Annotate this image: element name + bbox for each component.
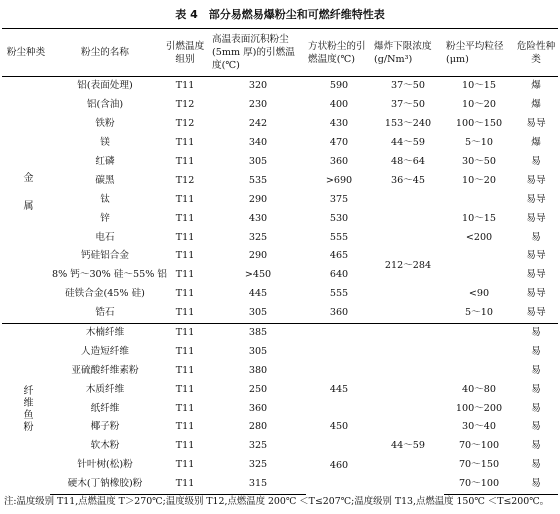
cell-lel: 48～64 <box>390 156 425 167</box>
cell-hazard: 易 <box>531 440 541 452</box>
cell-hazard: 易 <box>531 156 541 167</box>
cell-cloud: 465 <box>329 250 349 262</box>
cell-layer: 535 <box>248 174 268 186</box>
cell-group: T11 <box>175 307 195 319</box>
cell-name: 钙硅铝合金 <box>81 250 129 262</box>
cell-cloud: 430 <box>329 118 349 130</box>
cell-name: 铁粉 <box>95 118 115 130</box>
header-name: 粉尘的名称 <box>50 29 160 77</box>
cell-name: 软木粉 <box>90 440 120 452</box>
cell-hazard: 易 <box>531 364 541 376</box>
cell-name: 木质纤维 <box>85 383 125 395</box>
cell-name: 镁 <box>100 137 110 149</box>
cell-name: 8% 钙～30% 硅～55% 铝 <box>52 269 167 281</box>
cell-cloud: 640 <box>329 269 349 281</box>
cell-group: T12 <box>175 99 195 111</box>
cell-layer: 385 <box>210 323 306 342</box>
cell-size: 10～20 <box>461 174 496 186</box>
cell-group: T11 <box>160 475 210 494</box>
header-group: 引燃温度组别 <box>160 29 210 77</box>
cell-layer: 250 <box>248 383 268 395</box>
table-body <box>2 77 558 495</box>
cell-lel <box>372 380 444 399</box>
cell-layer: 290 <box>248 250 268 262</box>
cell-lel: 37～50 <box>390 80 425 92</box>
cell-hazard: 易 <box>531 421 541 433</box>
cell-size: 30～40 <box>461 421 496 433</box>
cell-size: <90 <box>468 288 490 300</box>
cell-cloud: 555 <box>329 231 349 243</box>
cell-size: 10～15 <box>461 80 496 92</box>
cell-hazard: 易导 <box>526 250 546 262</box>
cell-layer: 290 <box>248 193 268 205</box>
cell-size <box>444 323 514 342</box>
cell-lel: 44～59 <box>390 440 425 452</box>
cell-cloud <box>306 342 372 361</box>
table-row <box>2 266 558 285</box>
cell-hazard: 爆 <box>531 99 541 111</box>
cell-group: T11 <box>175 364 195 376</box>
cell-size: 10～20 <box>461 99 496 111</box>
cell-layer: 430 <box>248 212 268 224</box>
table-row <box>2 418 558 437</box>
cell-cloud: 445 <box>329 383 349 395</box>
cell-size <box>444 247 514 266</box>
cell-group: T12 <box>175 174 195 186</box>
cell-size: 70～100 <box>444 475 514 494</box>
table-row <box>2 190 558 209</box>
cell-hazard: 易导 <box>526 174 546 186</box>
cell-hazard: 易 <box>531 402 541 414</box>
cell-size <box>444 342 514 361</box>
cell-hazard: 易 <box>514 323 558 342</box>
cell-lel <box>372 456 444 494</box>
cell-hazard: 爆 <box>531 80 541 92</box>
cell-cloud: 460 <box>329 459 349 471</box>
cell-layer: 305 <box>248 307 268 319</box>
table-row <box>2 456 558 475</box>
table-row <box>2 77 558 96</box>
cell-group: T11 <box>175 440 195 452</box>
table-row <box>2 153 558 172</box>
cell-size: 100～150 <box>455 118 503 130</box>
table-row <box>2 115 558 134</box>
cell-size: 70～100 <box>458 440 500 452</box>
cell-layer: 242 <box>248 118 268 130</box>
cell-group: T11 <box>175 402 195 414</box>
table-row <box>2 323 558 342</box>
cell-group: T11 <box>175 193 195 205</box>
cell-lel <box>372 418 444 437</box>
cell-lel <box>372 399 444 418</box>
cell-size: 10～15 <box>461 212 496 224</box>
cell-hazard: 易 <box>531 383 541 395</box>
cell-layer: 340 <box>248 137 268 149</box>
cell-name: 椰子粉 <box>90 421 120 433</box>
cell-lel: 153～240 <box>384 118 432 130</box>
cell-size: 5～10 <box>465 307 493 319</box>
cell-name: 铝(表面处理) <box>77 80 133 92</box>
table-row <box>2 209 558 228</box>
cell-name: 纸纤维 <box>90 402 120 414</box>
cell-layer: 280 <box>248 421 268 433</box>
cell-group: T11 <box>175 269 195 281</box>
cell-layer: 230 <box>248 99 268 111</box>
cell-hazard: 爆 <box>531 137 541 149</box>
cell-cloud <box>306 361 372 380</box>
cell-hazard: 易 <box>531 231 541 243</box>
cell-cloud: 590 <box>329 80 349 92</box>
table-row <box>2 247 558 266</box>
cell-size: 40～80 <box>461 383 496 395</box>
table-row <box>2 475 558 494</box>
cell-layer: 360 <box>248 402 268 414</box>
category-cell: 金属 <box>21 171 32 228</box>
cell-cloud: 360 <box>329 156 349 167</box>
header-lel: 爆炸下限浓度(g/Nm³) <box>372 29 444 77</box>
header-cloud-temp: 方状粉尘的引燃温度(℃) <box>306 29 372 77</box>
cell-cloud: 530 <box>329 212 349 224</box>
cell-group: T11 <box>175 421 195 433</box>
cell-cloud: >690 <box>325 174 353 186</box>
dust-property-table <box>2 28 558 495</box>
table-row <box>2 134 558 153</box>
cell-name: 亚硫酸纤维素粉 <box>71 364 139 376</box>
cell-hazard: 易导 <box>526 269 546 281</box>
cell-layer: >450 <box>244 269 272 281</box>
cell-layer: 305 <box>248 345 268 357</box>
cell-lel: 212～284 <box>384 259 432 271</box>
cell-cloud: 450 <box>329 421 349 433</box>
cell-hazard: 易导 <box>526 212 546 224</box>
cell-size: 70～150 <box>458 459 500 471</box>
cell-lel: 36～45 <box>390 174 425 186</box>
cell-cloud: 375 <box>329 193 349 205</box>
cell-hazard: 易导 <box>526 288 546 300</box>
table-row <box>2 437 558 456</box>
header-hazard: 危险性种类 <box>514 29 558 77</box>
cell-group: T11 <box>160 323 210 342</box>
table-title: 表 4 部分易燃易爆粉尘和可燃纤维特性表 <box>175 8 385 21</box>
cell-group: T11 <box>175 212 195 224</box>
cell-group: T11 <box>175 288 195 300</box>
cell-group: T11 <box>175 137 195 149</box>
table-row <box>2 342 558 361</box>
cell-layer: 325 <box>248 459 268 471</box>
table-row <box>2 285 558 304</box>
cell-name: 碳黑 <box>95 174 115 186</box>
cell-hazard: 易 <box>531 345 541 357</box>
cell-size <box>444 190 514 209</box>
table-row <box>2 96 558 115</box>
cell-name: 针叶树(松)粉 <box>77 459 133 471</box>
cell-lel <box>372 323 444 342</box>
cell-hazard: 易导 <box>526 307 546 319</box>
cell-group: T11 <box>175 345 195 357</box>
cell-name: 电石 <box>95 231 115 243</box>
cell-size: 5～10 <box>465 137 493 149</box>
cell-layer: 445 <box>248 288 268 300</box>
cell-layer: 325 <box>248 231 268 243</box>
category-cell: 纤维鱼粉 <box>2 323 50 494</box>
table-row <box>2 399 558 418</box>
cell-hazard: 易 <box>531 459 541 471</box>
header-size: 粉尘平均粒径(μm) <box>444 29 514 77</box>
cell-group: T11 <box>175 383 195 395</box>
header-layer-temp: 高温表面沉积粉尘(5mm 厚)的引燃温度(℃) <box>210 29 306 77</box>
cell-group: T11 <box>175 459 195 471</box>
cell-name: 木楠纤维 <box>50 323 160 342</box>
cell-cloud: 400 <box>329 99 349 111</box>
cell-name: 锌 <box>100 212 110 224</box>
cell-group: T12 <box>175 118 195 130</box>
cell-cloud: 555 <box>329 288 349 300</box>
cell-hazard: 易 <box>514 475 558 494</box>
header-row <box>2 29 558 77</box>
cell-layer: 380 <box>248 364 268 376</box>
cell-name: 红磷 <box>95 156 115 167</box>
header-category: 粉尘种类 <box>2 29 50 77</box>
cell-name: 人造短纤维 <box>81 345 129 357</box>
cell-group: T11 <box>175 250 195 262</box>
cell-cloud <box>306 323 372 342</box>
table-row <box>2 228 558 247</box>
cell-cloud <box>306 399 372 418</box>
cell-cloud: 470 <box>329 137 349 149</box>
cell-lel <box>372 190 444 209</box>
cell-lel <box>372 342 444 361</box>
table-row <box>2 361 558 380</box>
cell-lel: 37～50 <box>390 99 425 111</box>
cell-lel: 44～59 <box>390 137 425 149</box>
cell-layer: 320 <box>248 80 268 92</box>
cell-size: 100～200 <box>455 402 503 414</box>
cell-name: 铝(含油) <box>86 99 124 111</box>
cell-name: 锆石 <box>95 307 115 319</box>
cell-name: 硅铁合金(45% 硅) <box>65 288 145 300</box>
cell-lel <box>372 361 444 380</box>
table-row <box>2 171 558 190</box>
cell-hazard: 易导 <box>526 193 546 205</box>
cell-group: T11 <box>175 80 195 92</box>
cell-size <box>444 266 514 285</box>
table-row <box>2 304 558 323</box>
cell-name: 钛 <box>100 193 110 205</box>
cell-size <box>444 361 514 380</box>
cell-hazard: 易导 <box>526 118 546 130</box>
table-note: 注:温度级别 T11,点燃温度 T＞270℃;温度级别 T12,点燃温度 200℃ ＜T≤207℃;温度级别 T13,点燃温度 150℃ ＜T≤200℃。 <box>4 496 550 507</box>
cell-size: 30～50 <box>461 156 496 167</box>
cell-layer: 305 <box>248 156 268 167</box>
cell-layer: 325 <box>248 440 268 452</box>
cell-size: <200 <box>465 231 493 243</box>
cell-name: 硬木(丁钠橡胶)粉 <box>50 475 160 494</box>
cell-layer: 315 <box>210 475 306 494</box>
table-row <box>2 380 558 399</box>
cell-cloud: 360 <box>329 307 349 319</box>
cell-group: T11 <box>175 231 195 243</box>
cell-group: T11 <box>175 156 195 167</box>
